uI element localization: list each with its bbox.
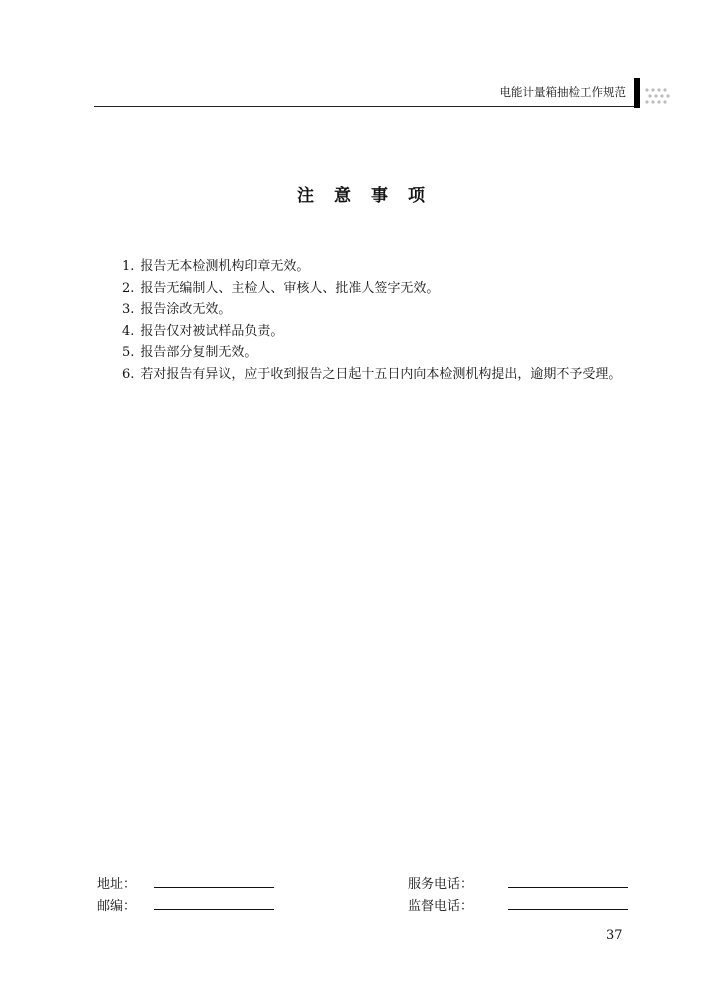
note-item xyxy=(82,256,638,278)
service-phone-blank-line xyxy=(508,887,628,888)
supervision-phone-blank-line xyxy=(508,909,628,910)
note-item xyxy=(82,321,638,343)
notes-list xyxy=(82,256,638,385)
note-text: 报告部分复制无效。 xyxy=(140,345,258,360)
note-text: 报告涂改无效。 xyxy=(140,302,232,317)
postcode-blank-line xyxy=(154,909,274,910)
note-number: 6. xyxy=(122,366,135,382)
note-item xyxy=(82,278,638,300)
address-blank-line xyxy=(154,887,274,888)
header-rule xyxy=(94,106,635,107)
service-phone-row xyxy=(408,873,473,892)
note-text: 若对报告有异议，应于收到报告之日起十五日内向本检测机构提出，逾期不予受理。 xyxy=(140,366,622,382)
address-label: 地址： xyxy=(97,877,137,892)
note-item xyxy=(82,299,638,321)
page-title: 注意事项 xyxy=(297,186,445,206)
note-text: 报告无编制人、主检人、审核人、批准人签字无效。 xyxy=(140,280,440,296)
note-number: 3. xyxy=(122,302,135,317)
header-marker-bar xyxy=(634,78,640,108)
note-text: 报告仅对被试样品负责。 xyxy=(140,323,284,339)
note-number: 4. xyxy=(122,323,135,339)
note-item xyxy=(82,342,638,364)
page-number: 37 xyxy=(606,928,623,943)
service-phone-label: 服务电话： xyxy=(408,877,474,892)
postcode-label: 邮编： xyxy=(97,899,137,914)
postcode-row xyxy=(97,895,136,914)
note-number: 5. xyxy=(122,345,135,360)
running-header-title: 电能计量箱抽检工作规范 xyxy=(499,85,626,99)
address-row xyxy=(97,873,136,892)
decorative-dots-icon xyxy=(644,86,674,110)
note-text: 报告无本检测机构印章无效。 xyxy=(140,259,310,274)
note-item xyxy=(82,364,638,386)
supervision-phone-label: 监督电话： xyxy=(408,899,474,914)
note-number: 1. xyxy=(122,259,135,274)
note-number: 2. xyxy=(122,280,135,296)
supervision-phone-row xyxy=(408,895,473,914)
